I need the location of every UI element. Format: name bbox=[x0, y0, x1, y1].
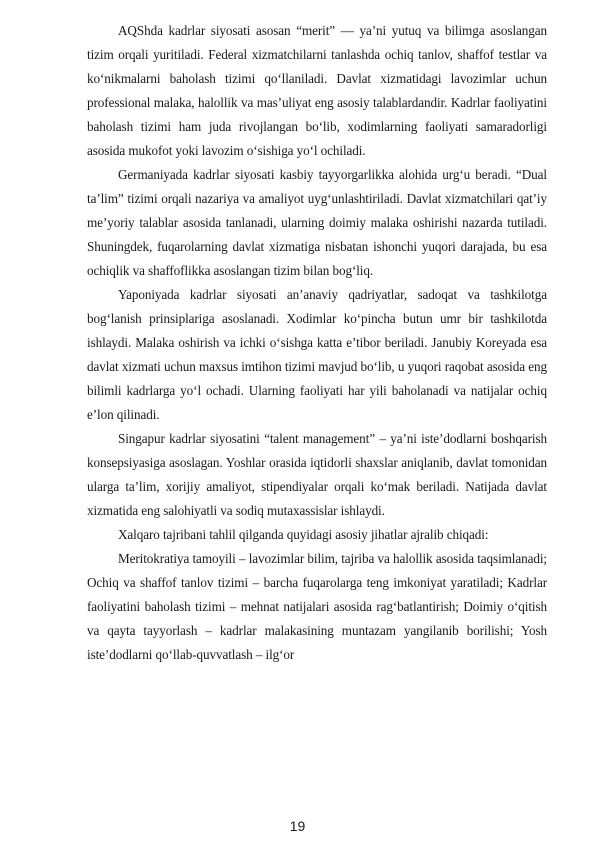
paragraph-germany: Germaniyada kadrlar siyosati kasbiy tayyorgarlikka alohida urg‘u beradi. “Dual ta’lim” tizimi orqali nazariya va amaliyot uyg‘unlashtiriladi. Davlat xizmatchilari qat’iy me’yoriy talablar asosida tanlanadi, ularning doimiy malaka oshirishi nazarda tutiladi. Shuningdek, fuqarolarning davlat xizmatiga nisbatan ishonchi yuqori darajada, bu esa ochiqlik va shaffoflikka asoslangan tizim bilan bog‘liq. bbox=[87, 167, 547, 278]
paragraph-principles: Meritokratiya tamoyili – lavozimlar bilim, tajriba va halollik asosida taqsimlanadi; Ochiq va shaffof tanlov tizimi – barcha fuqarolarga teng imkoniyat yaratiladi; Kadrlar faoliyatini baholash tizimi – mehnat natijalari asosida rag‘batlantirish; Doimiy o‘qitish va qayta tayyorlash – kadrlar malakasining muntazam yangilanib borilishi; Yosh iste’dodlarni qo‘llab-quvvatlash – ilg‘or bbox=[87, 551, 547, 662]
paragraph-singapore: Singapur kadrlar siyosatini “talent management” – ya’ni iste’dodlarni boshqarish konsepsiyasiga asoslagan. Yoshlar orasida iqtidorli shaxslar aniqlanib, davlat tomonidan ularga ta’lim, xorijiy amaliyot, stipendiyalar orqali ko‘mak beriladi. Natijada davlat xizmatida eng salohiyatli va sodiq mutaxassislar ishlaydi. bbox=[87, 431, 547, 518]
paragraph-japan-korea: Yaponiyada kadrlar siyosati an’anaviy qadriyatlar, sadoqat va tashkilotga bog‘lanish prinsiplariga asoslanadi. Xodimlar ko‘pincha butun umr bir tashkilotda ishlaydi. Malaka oshirish va ichki o‘sishga katta e’tibor beriladi. Janubiy Koreyada esa davlat xizmati uchun maxsus imtihon tizimi mavjud bo‘lib, u yuqori raqobat asosida eng bilimli kadrlarga yo‘l ochadi. Ularning faoliyati har yili baholanadi va natijalar ochiq e’lon qilinadi. bbox=[87, 287, 547, 422]
document-body bbox=[87, 19, 547, 667]
paragraph-summary-intro: Xalqaro tajribani tahlil qilganda quyidagi asosiy jihatlar ajralib chiqadi: bbox=[118, 527, 489, 542]
page-number: 19 bbox=[289, 818, 306, 834]
paragraph-usa: AQShda kadrlar siyosati asosan “merit” — ya’ni yutuq va bilimga asoslangan tizim orqali yuritiladi. Federal xizmatchilarni tanlashda ochiq tanlov, shaffof testlar va ko‘nikmalarni baholash tizimi qo‘llaniladi. Davlat xizmatidagi lavozimlar uchun professional malaka, halollik va mas’uliyat eng asosiy talablardandir. Kadrlar faoliyatini baholash tizimi ham juda rivojlangan bo‘lib, xodimlarning faoliyati samaradorligi asosida mukofot yoki lavozim o‘sishiga yo‘l ochiladi. bbox=[87, 23, 547, 158]
